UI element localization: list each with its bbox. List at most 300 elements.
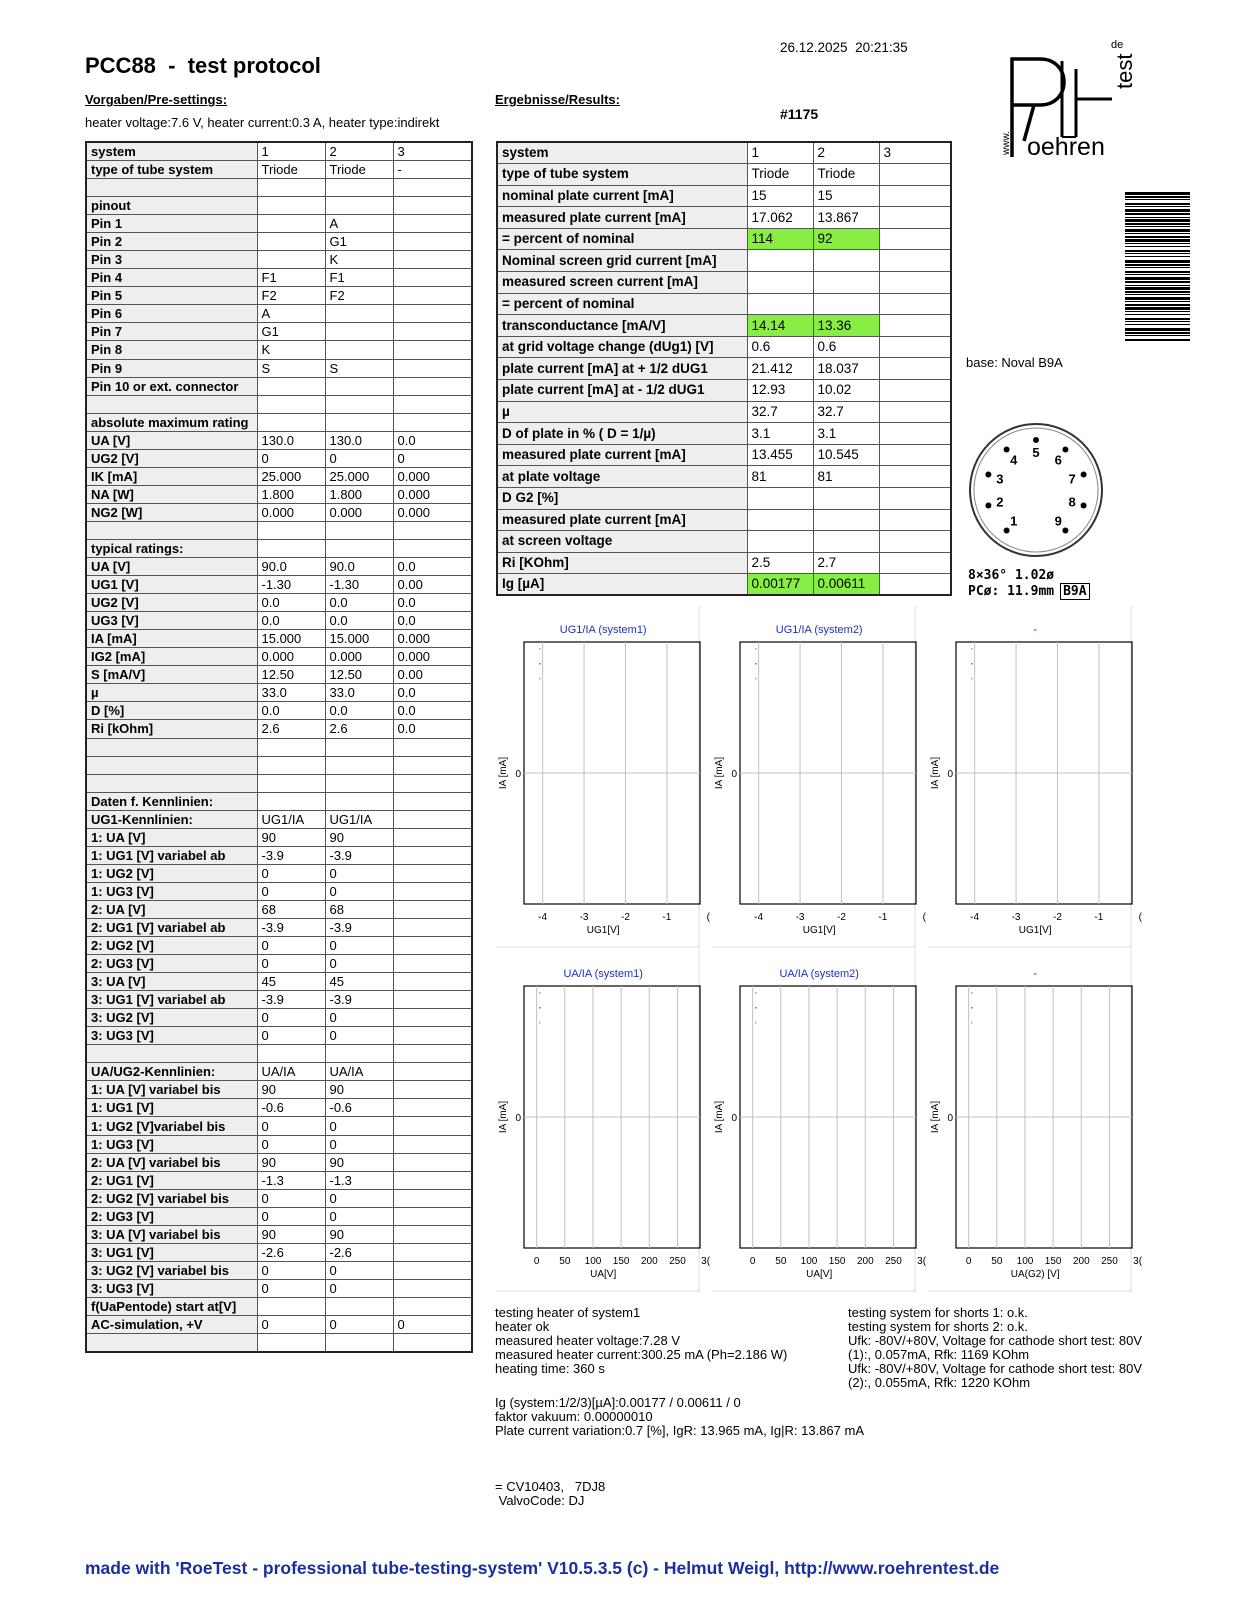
left_table-value-cell: 33.0 bbox=[325, 684, 393, 702]
barcode-bar bbox=[1125, 287, 1190, 290]
left_table-value-cell: -0.6 bbox=[325, 1099, 393, 1117]
plot-x-tick: 150 bbox=[1044, 1256, 1062, 1267]
left_table-label-cell: pinout bbox=[86, 197, 257, 215]
left_table-value-cell bbox=[393, 846, 472, 864]
plot-x-tick: 150 bbox=[828, 1256, 846, 1267]
right_table-value-cell: 1 bbox=[747, 142, 813, 164]
left_table-label-cell bbox=[86, 1045, 257, 1063]
results-table bbox=[496, 141, 952, 596]
left_table-row bbox=[86, 287, 472, 305]
left_table-value-cell bbox=[393, 1171, 472, 1189]
right_table-value-cell: Triode bbox=[813, 164, 879, 186]
left_table-value-cell bbox=[393, 810, 472, 828]
barcode-bar bbox=[1125, 297, 1190, 300]
left_table-value-cell bbox=[393, 1297, 472, 1315]
pin-spec-line1: 8×36° 1.02ø bbox=[968, 568, 1055, 583]
left_table-value-cell: UG1/IA bbox=[325, 810, 393, 828]
plot-x-tick: 3( bbox=[701, 1256, 711, 1267]
barcode-bar bbox=[1125, 339, 1190, 341]
right_table-label-cell: at screen voltage bbox=[497, 531, 747, 553]
characteristic-plot bbox=[928, 950, 1143, 1292]
left_table-row bbox=[86, 774, 472, 792]
barcode-bar bbox=[1125, 332, 1190, 334]
left_table-row bbox=[86, 1297, 472, 1315]
barcode-bar bbox=[1125, 324, 1190, 325]
left_table-value-cell bbox=[393, 955, 472, 973]
left_table-label-cell: 3: UG2 [V] variabel bis bbox=[86, 1261, 257, 1279]
plot-x-tick: 250 bbox=[1101, 1256, 1118, 1267]
left_table-value-cell bbox=[393, 882, 472, 900]
left_table-value-cell: UA/IA bbox=[257, 1063, 325, 1081]
left_table-label-cell: 1: UA [V] bbox=[86, 828, 257, 846]
left_table-value-cell: 0 bbox=[257, 1027, 325, 1045]
left_table-value-cell: 0 bbox=[393, 1316, 472, 1334]
left_table-label-cell: typical ratings: bbox=[86, 539, 257, 557]
left_table-value-cell: 0 bbox=[325, 1279, 393, 1297]
barcode-bar bbox=[1125, 281, 1190, 283]
left_table-row bbox=[86, 973, 472, 991]
plot-marker bbox=[755, 678, 757, 680]
left_table-value-cell bbox=[257, 395, 325, 413]
pin-spec-box: B9A bbox=[1060, 583, 1089, 600]
right_table-label-cell: nominal plate current [mA] bbox=[497, 185, 747, 207]
presettings-heading: Vorgaben/Pre-settings: bbox=[85, 92, 228, 107]
left_table-value-cell bbox=[257, 251, 325, 269]
right_table-value-cell: 2.7 bbox=[813, 552, 879, 574]
left_table-label-cell: Ri [kOhm] bbox=[86, 720, 257, 738]
left_table-value-cell: F1 bbox=[257, 269, 325, 287]
left_table-value-cell bbox=[257, 1297, 325, 1315]
left_table-value-cell: 0 bbox=[257, 1009, 325, 1027]
barcode-bar bbox=[1125, 192, 1190, 195]
left_table-row bbox=[86, 485, 472, 503]
left_table-value-cell: -2.6 bbox=[257, 1243, 325, 1261]
left_table-value-cell bbox=[257, 738, 325, 756]
barcode-bar bbox=[1125, 236, 1190, 238]
barcode-bar bbox=[1125, 294, 1190, 295]
left_table-value-cell bbox=[393, 1189, 472, 1207]
pin-diagram-outer-ring bbox=[970, 424, 1102, 556]
plot-x-label: UG1[V] bbox=[802, 925, 836, 936]
left_table-label-cell bbox=[86, 521, 257, 539]
right_table-label-cell: type of tube system bbox=[497, 164, 747, 186]
right_table-value-cell: 114 bbox=[747, 228, 813, 250]
left_table-label-cell: UG2 [V] bbox=[86, 594, 257, 612]
right_table-value-cell bbox=[879, 401, 951, 423]
right_table-value-cell bbox=[879, 336, 951, 358]
left_table-label-cell bbox=[86, 756, 257, 774]
right_table-value-cell: 3.1 bbox=[813, 423, 879, 445]
left_table-value-cell: -3.9 bbox=[257, 991, 325, 1009]
left_table-row bbox=[86, 1261, 472, 1279]
left_table-label-cell: absolute maximum rating bbox=[86, 413, 257, 431]
plot-x-tick: 3( bbox=[1133, 1256, 1143, 1267]
left_table-label-cell: 2: UG3 [V] bbox=[86, 1207, 257, 1225]
left_table-value-cell: 0 bbox=[257, 1316, 325, 1334]
left_table-value-cell bbox=[393, 973, 472, 991]
barcode-bar bbox=[1125, 223, 1190, 225]
left_table-label-cell: 1: UG2 [V] bbox=[86, 864, 257, 882]
left_table-row bbox=[86, 431, 472, 449]
page-title: PCC88 - test protocol bbox=[85, 53, 321, 78]
left_table-value-cell: 68 bbox=[325, 900, 393, 918]
plot-x-tick: 3( bbox=[917, 1256, 927, 1267]
left_table-value-cell: A bbox=[325, 215, 393, 233]
right_table-value-cell: 3.1 bbox=[747, 423, 813, 445]
left_table-label-cell: Pin 1 bbox=[86, 215, 257, 233]
plot-marker bbox=[539, 663, 541, 665]
left_table-label-cell: 3: UG3 [V] bbox=[86, 1279, 257, 1297]
left_table-value-cell: 0 bbox=[325, 1117, 393, 1135]
right_table-value-cell bbox=[747, 509, 813, 531]
plot-y-tick: 0 bbox=[947, 1113, 953, 1124]
right_table-value-cell: 13.36 bbox=[813, 315, 879, 337]
left_table-row bbox=[86, 1225, 472, 1243]
left_table-row bbox=[86, 179, 472, 197]
left_table-row bbox=[86, 1334, 472, 1352]
left_table-value-cell: K bbox=[257, 341, 325, 359]
left_table-value-cell: 90 bbox=[257, 828, 325, 846]
left_table-value-cell: Triode bbox=[257, 161, 325, 179]
plot-marker bbox=[971, 678, 973, 680]
left_table-value-cell: 68 bbox=[257, 900, 325, 918]
left_table-value-cell: S bbox=[325, 359, 393, 377]
left_table-value-cell: 0 bbox=[325, 955, 393, 973]
plot-marker bbox=[755, 1007, 757, 1009]
left_table-label-cell: 1: UG3 [V] bbox=[86, 1135, 257, 1153]
left_table-value-cell: -0.6 bbox=[257, 1099, 325, 1117]
right_table-label-cell: measured plate current [mA] bbox=[497, 509, 747, 531]
right_table-value-cell bbox=[813, 250, 879, 272]
barcode-bar bbox=[1125, 311, 1190, 312]
left_table-row bbox=[86, 612, 472, 630]
right_table-value-cell: 81 bbox=[747, 466, 813, 488]
right_table-label-cell: D G2 [%] bbox=[497, 488, 747, 510]
plot-y-tick: 0 bbox=[515, 1113, 521, 1124]
pin-dot bbox=[1062, 528, 1068, 534]
left_table-row bbox=[86, 702, 472, 720]
left_table-value-cell bbox=[325, 738, 393, 756]
characteristic-plot bbox=[712, 606, 926, 948]
right_table-value-cell bbox=[813, 531, 879, 553]
left_table-label-cell: 3: UA [V] variabel bis bbox=[86, 1225, 257, 1243]
left_table-row bbox=[86, 810, 472, 828]
left_table-value-cell bbox=[325, 521, 393, 539]
plot-x-tick: -1 bbox=[878, 912, 888, 923]
left_table-label-cell: D [%] bbox=[86, 702, 257, 720]
left_table-value-cell: 90 bbox=[325, 1081, 393, 1099]
left_table-value-cell: 45 bbox=[325, 973, 393, 991]
left_table-value-cell: UA/IA bbox=[325, 1063, 393, 1081]
right_table-row bbox=[497, 272, 951, 294]
right_table-value-cell: 10.02 bbox=[813, 380, 879, 402]
left_table-value-cell bbox=[393, 756, 472, 774]
left_table-value-cell: 0 bbox=[325, 1027, 393, 1045]
right_table-value-cell: Triode bbox=[747, 164, 813, 186]
left_table-row bbox=[86, 1099, 472, 1117]
right_table-value-cell bbox=[747, 531, 813, 553]
left_table-row bbox=[86, 1189, 472, 1207]
left_table-value-cell: 25.000 bbox=[257, 467, 325, 485]
left_table-row bbox=[86, 756, 472, 774]
left_table-value-cell bbox=[257, 521, 325, 539]
left_table-value-cell bbox=[325, 539, 393, 557]
plot-y-label: IA [mA] bbox=[498, 1100, 509, 1134]
left_table-value-cell: 0.0 bbox=[393, 558, 472, 576]
left_table-value-cell: -1.30 bbox=[257, 576, 325, 594]
right_table-row bbox=[497, 444, 951, 466]
characteristic-plot bbox=[928, 606, 1142, 948]
left_table-value-cell: F2 bbox=[325, 287, 393, 305]
left_table-label-cell: UG3 [V] bbox=[86, 612, 257, 630]
left_table-row bbox=[86, 900, 472, 918]
left_table-value-cell bbox=[393, 233, 472, 251]
left_table-row bbox=[86, 720, 472, 738]
left_table-label-cell: UA [V] bbox=[86, 431, 257, 449]
right_table-row bbox=[497, 509, 951, 531]
plot-x-tick: 0 bbox=[749, 1256, 756, 1267]
plot-marker bbox=[971, 1022, 973, 1024]
left_table-row bbox=[86, 359, 472, 377]
right_table-value-cell bbox=[879, 531, 951, 553]
left_table-row bbox=[86, 918, 472, 936]
short-test-text: testing system for shorts 1: o.k. testing system for shorts 2: o.k. Ufk: -80V/+80V, Voltage for cathode short test: 80V (1):, 0.057mA, Rfk: 1169 KOhm Ufk: -80V/+80V, Voltage for cathode short test: 80V (2):, 0.055mA, Rfk: 1220 KOhm bbox=[848, 1305, 1143, 1390]
barcode-bar bbox=[1125, 250, 1190, 252]
left_table-value-cell bbox=[393, 521, 472, 539]
presettings-table bbox=[85, 141, 473, 1353]
plot-x-tick: 50 bbox=[991, 1256, 1003, 1267]
right_table-row bbox=[497, 315, 951, 337]
left_table-row bbox=[86, 1171, 472, 1189]
right_table-value-cell bbox=[879, 444, 951, 466]
left_table-value-cell: 2.6 bbox=[257, 720, 325, 738]
left_table-value-cell bbox=[325, 792, 393, 810]
left_table-value-cell: 0.000 bbox=[257, 503, 325, 521]
pin-label: 5 bbox=[1032, 445, 1040, 460]
left_table-value-cell: -3.9 bbox=[257, 846, 325, 864]
left_table-label-cell: 1: UG1 [V] bbox=[86, 1099, 257, 1117]
left_table-value-cell bbox=[325, 413, 393, 431]
left_table-value-cell: 90.0 bbox=[257, 558, 325, 576]
pin-label: 4 bbox=[1010, 452, 1018, 468]
left_table-value-cell bbox=[393, 305, 472, 323]
left_table-value-cell bbox=[325, 377, 393, 395]
left_table-value-cell bbox=[393, 828, 472, 846]
pin-dot bbox=[1004, 447, 1010, 453]
left_table-value-cell: 0.000 bbox=[393, 467, 472, 485]
logo-www-text: www. bbox=[1001, 131, 1012, 155]
left_table-value-cell: 0.0 bbox=[325, 702, 393, 720]
barcode-bar bbox=[1125, 229, 1190, 232]
timestamp: 26.12.2025 20:21:35 bbox=[780, 40, 908, 55]
barcode-bar bbox=[1125, 307, 1190, 310]
left_table-value-cell: 0.000 bbox=[393, 648, 472, 666]
plot-title: UG1/IA (system2) bbox=[775, 624, 863, 636]
left_table-row bbox=[86, 142, 472, 161]
plot-x-tick: 200 bbox=[856, 1256, 874, 1267]
left_table-row bbox=[86, 269, 472, 287]
roehrentest-logo bbox=[1000, 35, 1140, 165]
left_table-value-cell bbox=[393, 1135, 472, 1153]
left_table-row bbox=[86, 215, 472, 233]
left_table-row bbox=[86, 449, 472, 467]
left_table-value-cell: 0.0 bbox=[325, 594, 393, 612]
left_table-label-cell: 1: UG3 [V] bbox=[86, 882, 257, 900]
right_table-row bbox=[497, 552, 951, 574]
left_table-value-cell bbox=[393, 991, 472, 1009]
left_table-value-cell bbox=[393, 1153, 472, 1171]
left_table-value-cell bbox=[393, 269, 472, 287]
right_table-label-cell: Nominal screen grid current [mA] bbox=[497, 250, 747, 272]
logo-roehren-text: oehren bbox=[1027, 133, 1105, 161]
barcode-bar bbox=[1125, 209, 1190, 212]
right_table-label-cell: plate current [mA] at - 1/2 dUG1 bbox=[497, 380, 747, 402]
left_table-row bbox=[86, 377, 472, 395]
left_table-value-cell: 0.000 bbox=[393, 503, 472, 521]
left_table-row bbox=[86, 1063, 472, 1081]
left_table-value-cell bbox=[393, 1279, 472, 1297]
left_table-value-cell bbox=[393, 937, 472, 955]
pin-dot bbox=[985, 472, 991, 478]
right_table-value-cell bbox=[879, 228, 951, 250]
left_table-value-cell bbox=[393, 341, 472, 359]
left_table-value-cell bbox=[393, 918, 472, 936]
left_table-label-cell bbox=[86, 395, 257, 413]
plot-y-tick: 0 bbox=[731, 769, 737, 780]
right_table-row bbox=[497, 185, 951, 207]
left_table-label-cell: f(UaPentode) start at[V] bbox=[86, 1297, 257, 1315]
left_table-value-cell bbox=[325, 179, 393, 197]
left_table-value-cell bbox=[393, 1081, 472, 1099]
pin-label: 2 bbox=[996, 494, 1004, 510]
barcode-bar bbox=[1125, 213, 1190, 215]
plot-x-tick: 250 bbox=[669, 1256, 686, 1267]
right_table-value-cell bbox=[879, 358, 951, 380]
right_table-label-cell: at plate voltage bbox=[497, 466, 747, 488]
left_table-value-cell: 0 bbox=[325, 937, 393, 955]
left_table-label-cell: 3: UG1 [V] variabel ab bbox=[86, 991, 257, 1009]
right_table-value-cell: 0.6 bbox=[813, 336, 879, 358]
left_table-value-cell: 90 bbox=[257, 1081, 325, 1099]
plot-x-tick: -2 bbox=[1053, 912, 1062, 923]
results-heading: Ergebnisse/Results: bbox=[495, 92, 620, 107]
left_table-row bbox=[86, 594, 472, 612]
left_table-value-cell: 0 bbox=[325, 1207, 393, 1225]
left_table-value-cell: 0 bbox=[257, 955, 325, 973]
left_table-row bbox=[86, 1279, 472, 1297]
left_table-label-cell: µ bbox=[86, 684, 257, 702]
left_table-row bbox=[86, 1045, 472, 1063]
pin-label: 1 bbox=[1010, 513, 1018, 529]
plot-x-tick: -1 bbox=[1094, 912, 1104, 923]
left_table-value-cell: 1.800 bbox=[257, 485, 325, 503]
left_table-row bbox=[86, 937, 472, 955]
left_table-value-cell bbox=[325, 197, 393, 215]
right_table-value-cell: 2 bbox=[813, 142, 879, 164]
left_table-value-cell: 0 bbox=[257, 1207, 325, 1225]
left_table-row bbox=[86, 323, 472, 341]
left_table-row bbox=[86, 1081, 472, 1099]
right_table-label-cell: Ri [KOhm] bbox=[497, 552, 747, 574]
left_table-value-cell bbox=[257, 413, 325, 431]
right_table-value-cell: 18.037 bbox=[813, 358, 879, 380]
left_table-row bbox=[86, 955, 472, 973]
plot-y-tick: 0 bbox=[947, 769, 953, 780]
right_table-label-cell: system bbox=[497, 142, 747, 164]
plot-marker bbox=[539, 1007, 541, 1009]
left_table-value-cell bbox=[393, 1117, 472, 1135]
right_table-row bbox=[497, 423, 951, 445]
left_table-label-cell: Pin 4 bbox=[86, 269, 257, 287]
left_table-value-cell: -3.9 bbox=[257, 918, 325, 936]
left_table-row bbox=[86, 684, 472, 702]
left_table-value-cell: 0 bbox=[325, 1316, 393, 1334]
left_table-value-cell: -3.9 bbox=[325, 918, 393, 936]
plot-x-tick: -4 bbox=[754, 912, 764, 923]
right_table-label-cell: Ig [µA] bbox=[497, 574, 747, 596]
left_table-label-cell: Pin 7 bbox=[86, 323, 257, 341]
left_table-value-cell: 0 bbox=[257, 1261, 325, 1279]
left_table-value-cell: 25.000 bbox=[325, 467, 393, 485]
left_table-value-cell: 2.6 bbox=[325, 720, 393, 738]
left_table-value-cell bbox=[393, 1045, 472, 1063]
left_table-label-cell: AC-simulation, +V bbox=[86, 1316, 257, 1334]
left_table-value-cell: 0.000 bbox=[325, 648, 393, 666]
left_table-value-cell bbox=[325, 1334, 393, 1352]
left_table-value-cell: - bbox=[393, 161, 472, 179]
right_table-row bbox=[497, 466, 951, 488]
left_table-label-cell: IA [mA] bbox=[86, 630, 257, 648]
left_table-value-cell: 0 bbox=[325, 864, 393, 882]
left_table-value-cell: 1.800 bbox=[325, 485, 393, 503]
right_table-value-cell: 17.062 bbox=[747, 207, 813, 229]
right_table-value-cell bbox=[879, 380, 951, 402]
left_table-value-cell: 0.0 bbox=[393, 702, 472, 720]
plot-marker bbox=[539, 992, 541, 994]
left_table-value-cell: -1.3 bbox=[325, 1171, 393, 1189]
left_table-label-cell: Pin 9 bbox=[86, 359, 257, 377]
left_table-label-cell: 2: UG3 [V] bbox=[86, 955, 257, 973]
left_table-value-cell: 12.50 bbox=[257, 666, 325, 684]
left_table-value-cell bbox=[393, 864, 472, 882]
left_table-value-cell: 0 bbox=[325, 882, 393, 900]
right_table-value-cell bbox=[879, 423, 951, 445]
left_table-row bbox=[86, 197, 472, 215]
right_table-label-cell: measured plate current [mA] bbox=[497, 444, 747, 466]
left_table-value-cell: 0.0 bbox=[393, 684, 472, 702]
left_table-value-cell: F1 bbox=[325, 269, 393, 287]
left_table-value-cell: 3 bbox=[393, 142, 472, 161]
right_table-value-cell: 12.93 bbox=[747, 380, 813, 402]
barcode-bar bbox=[1125, 199, 1190, 200]
barcode-bar bbox=[1125, 219, 1190, 222]
left_table-value-cell bbox=[393, 1009, 472, 1027]
left_table-value-cell: -3.9 bbox=[325, 846, 393, 864]
left_table-value-cell bbox=[393, 1207, 472, 1225]
right_table-row bbox=[497, 250, 951, 272]
barcode-bar bbox=[1125, 267, 1190, 268]
plot-marker bbox=[539, 1022, 541, 1024]
left_table-label-cell bbox=[86, 179, 257, 197]
base-label: base: Noval B9A bbox=[966, 355, 1063, 370]
barcode-bar bbox=[1125, 318, 1190, 320]
left_table-label-cell: 2: UG1 [V] bbox=[86, 1171, 257, 1189]
left_table-label-cell: 3: UG1 [V] bbox=[86, 1243, 257, 1261]
plot-x-tick: 250 bbox=[885, 1256, 902, 1267]
left_table-label-cell: NA [W] bbox=[86, 485, 257, 503]
left_table-value-cell: 0.0 bbox=[325, 612, 393, 630]
pin-group bbox=[985, 437, 1086, 534]
